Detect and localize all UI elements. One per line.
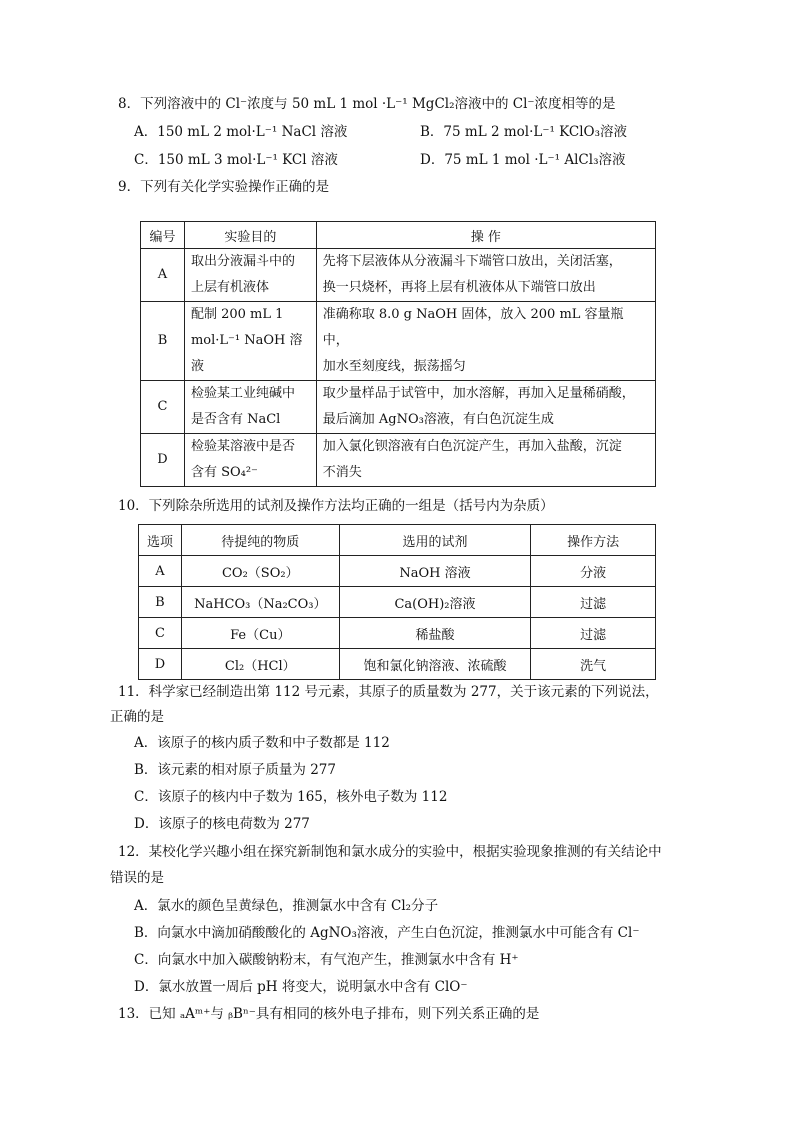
q8-option-a: A．150 mL 2 mol·L⁻¹ NaCl 溶液 bbox=[134, 124, 348, 140]
row-operation: 准确称取 8.0 g NaOH 固体，放入 200 mL 容量瓶中， 加水至刻度线，振荡摇匀 bbox=[316, 302, 655, 381]
table-row bbox=[139, 587, 656, 618]
table-cell: 分液 bbox=[531, 556, 656, 587]
table-header-cell: 操 作 bbox=[316, 222, 655, 249]
table-cell: C bbox=[139, 618, 182, 649]
q13-stem: 13．已知 ₐAᵐ⁺与 ᵦBⁿ⁻具有相同的核外电子排布，则下列关系正确的是 bbox=[118, 1006, 540, 1022]
table-header-cell: 选项 bbox=[139, 525, 182, 556]
table-header-cell: 编号 bbox=[141, 222, 185, 249]
row-operation: 先将下层液体从分液漏斗下端管口放出，关闭活塞， 换一只烧杯，再将上层有机液体从下端管口放出 bbox=[316, 249, 655, 302]
q9-table bbox=[140, 221, 656, 487]
q11-stem-continued: 正确的是 bbox=[110, 709, 164, 725]
q11-stem: 11．科学家已经制造出第 112 号元素，其原子的质量数为 277，关于该元素的下列说法， bbox=[118, 684, 659, 700]
row-operation: 加入氯化钡溶液有白色沉淀产生，再加入盐酸，沉淀 不消失 bbox=[316, 434, 655, 487]
row-operation: 取少量样品于试管中，加水溶解，再加入足量稀硝酸， 最后滴加 AgNO₃溶液，有白色沉淀生成 bbox=[316, 381, 655, 434]
table-header-cell: 实验目的 bbox=[184, 222, 316, 249]
q8-option-c: C．150 mL 3 mol·L⁻¹ KCl 溶液 bbox=[134, 152, 338, 168]
row-id: B bbox=[141, 302, 185, 381]
q12-option-c: C．向氯水中加入碳酸钠粉末，有气泡产生，推测氯水中含有 H⁺ bbox=[134, 952, 519, 968]
q11-option-c: C．该原子的核内中子数为 165，核外电子数为 112 bbox=[134, 789, 448, 805]
table-row bbox=[141, 381, 656, 434]
q11-option-a: A．该原子的核内质子数和中子数都是 112 bbox=[134, 735, 390, 751]
q12-option-d: D．氯水放置一周后 pH 将变大，说明氯水中含有 ClO⁻ bbox=[134, 979, 468, 995]
row-id: A bbox=[141, 249, 185, 302]
table-row bbox=[139, 618, 656, 649]
q8-option-d: D．75 mL 1 mol ·L⁻¹ AlCl₃溶液 bbox=[420, 152, 626, 168]
q11-option-b: B．该元素的相对原子质量为 277 bbox=[134, 762, 336, 778]
q8-stem: 8．下列溶液中的 Cl⁻浓度与 50 mL 1 mol ·L⁻¹ MgCl₂溶液中的 Cl⁻浓度相等的是 bbox=[118, 96, 616, 112]
table-row bbox=[141, 434, 656, 487]
q12-stem-continued: 错误的是 bbox=[110, 870, 164, 886]
q10-table bbox=[138, 524, 656, 680]
q12-option-a: A．氯水的颜色呈黄绿色，推测氯水中含有 Cl₂分子 bbox=[134, 898, 439, 914]
q12-stem: 12．某校化学兴趣小组在探究新制饱和氯水成分的实验中，根据实验现象推测的有关结论中 bbox=[118, 844, 662, 860]
table-cell: A bbox=[139, 556, 182, 587]
table-cell: Cl₂（HCl） bbox=[181, 649, 339, 680]
table-cell: D bbox=[139, 649, 182, 680]
table-cell: 过滤 bbox=[531, 587, 656, 618]
q11-option-d: D．该原子的核电荷数为 277 bbox=[134, 816, 310, 832]
table-header-row bbox=[141, 222, 656, 249]
table-cell: 稀盐酸 bbox=[339, 618, 531, 649]
table-header-cell: 选用的试剂 bbox=[339, 525, 531, 556]
row-purpose: 配制 200 mL 1 mol·L⁻¹ NaOH 溶 液 bbox=[184, 302, 316, 381]
table-cell: 过滤 bbox=[531, 618, 656, 649]
table-row bbox=[139, 649, 656, 680]
q10-stem: 10．下列除杂所选用的试剂及操作方法均正确的一组是（括号内为杂质） bbox=[118, 498, 554, 514]
table-header-cell: 操作方法 bbox=[531, 525, 656, 556]
table-row bbox=[139, 556, 656, 587]
table-cell: CO₂（SO₂） bbox=[181, 556, 339, 587]
row-purpose: 检验某溶液中是否 含有 SO₄²⁻ bbox=[184, 434, 316, 487]
table-cell: NaHCO₃（Na₂CO₃） bbox=[181, 587, 339, 618]
q12-option-b: B．向氯水中滴加硝酸酸化的 AgNO₃溶液，产生白色沉淀，推测氯水中可能含有 Cl⁻ bbox=[134, 925, 640, 941]
table-cell: 洗气 bbox=[531, 649, 656, 680]
table-row bbox=[141, 249, 656, 302]
table-row bbox=[141, 302, 656, 381]
row-id: C bbox=[141, 381, 185, 434]
row-purpose: 检验某工业纯碱中 是否含有 NaCl bbox=[184, 381, 316, 434]
q9-stem: 9．下列有关化学实验操作正确的是 bbox=[118, 179, 330, 195]
table-header-cell: 待提纯的物质 bbox=[181, 525, 339, 556]
table-cell: B bbox=[139, 587, 182, 618]
table-cell: Ca(OH)₂溶液 bbox=[339, 587, 531, 618]
table-cell: Fe（Cu） bbox=[181, 618, 339, 649]
table-cell: NaOH 溶液 bbox=[339, 556, 531, 587]
q8-option-b: B．75 mL 2 mol·L⁻¹ KClO₃溶液 bbox=[420, 124, 628, 140]
row-id: D bbox=[141, 434, 185, 487]
table-header-row bbox=[139, 525, 656, 556]
row-purpose: 取出分液漏斗中的 上层有机液体 bbox=[184, 249, 316, 302]
table-cell: 饱和氯化钠溶液、浓硫酸 bbox=[339, 649, 531, 680]
